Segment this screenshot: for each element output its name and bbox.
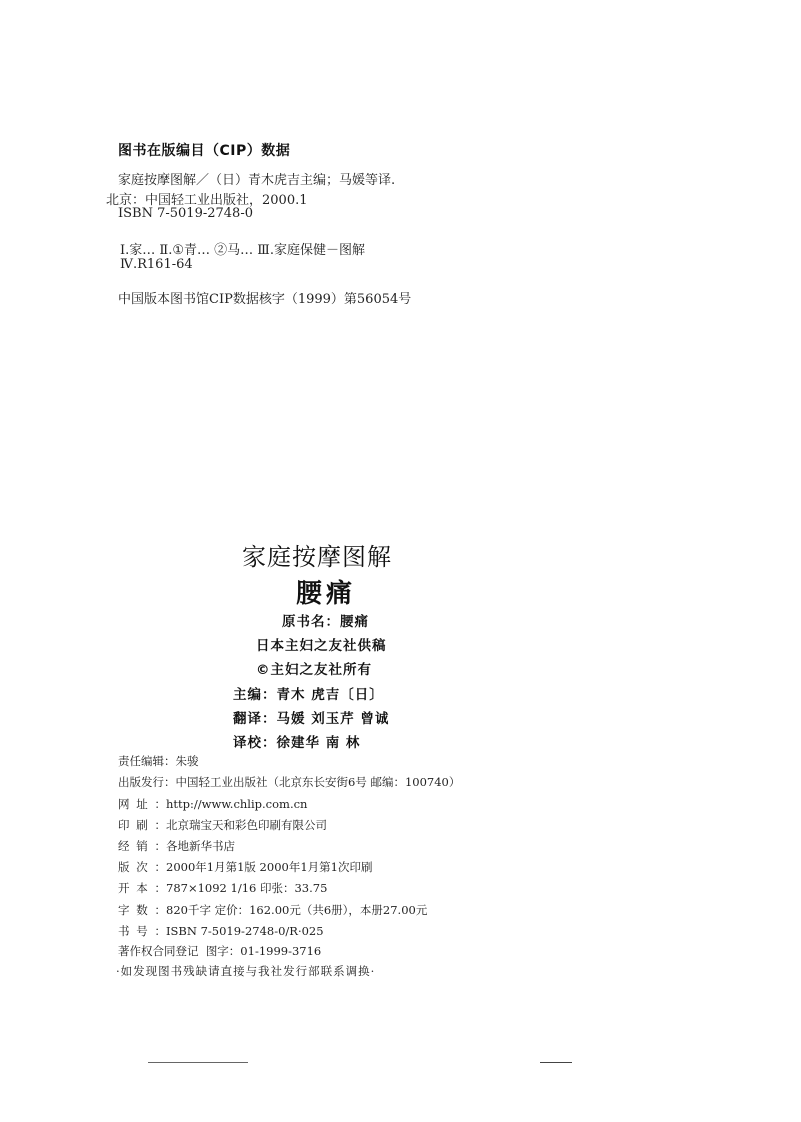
cip-line-record-number: 中国版本图书馆CIP数据核字（1999）第56054号 — [118, 292, 412, 307]
imprint-row-printer — [118, 817, 327, 833]
imprint-value: 图字：01-1999-3716 — [205, 944, 322, 958]
imprint-value: ISBN 7-5019-2748-0/R·025 — [166, 924, 324, 938]
imprint-row-format — [118, 880, 327, 896]
imprint-value: 787×1092 1/16 印张：33.75 — [166, 881, 328, 895]
imprint-label: 印刷： — [118, 818, 166, 832]
imprint-label: 开本： — [118, 881, 166, 895]
imprint-row-edition — [118, 859, 372, 875]
copyright-line: ©主妇之友社所有 — [256, 662, 372, 678]
imprint-row-website — [118, 796, 307, 812]
imprint-row-copyright-registration — [118, 943, 321, 959]
imprint-value: 中国轻工业出版社（北京东长安街6号 邮编：100740） — [175, 775, 461, 789]
imprint-label: 网址： — [118, 797, 166, 811]
imprint-row-wordcount-price — [118, 902, 427, 918]
translators-line: 翻译：马媛 刘玉芹 曾诚 — [233, 711, 390, 727]
cip-line-publisher: 北京：中国轻工业出版社，2000.1 — [106, 193, 308, 208]
imprint-row-editor — [118, 753, 199, 769]
imprint-label: 责任编辑： — [118, 754, 176, 768]
imprint-row-book-number — [118, 923, 324, 939]
imprint-row-distributor — [118, 838, 235, 854]
imprint-value: 朱骏 — [175, 754, 199, 768]
imprint-label: 字数： — [118, 903, 166, 917]
supplier-line: 日本主妇之友社供稿 — [256, 638, 387, 654]
imprint-value: 820千字 定价：162.00元（共6册），本册27.00元 — [166, 903, 428, 917]
book-title: 家庭按摩图解 — [242, 543, 392, 571]
imprint-label: 书号： — [118, 924, 166, 938]
cip-line-isbn: ISBN 7-5019-2748-0 — [118, 206, 253, 221]
cip-line-title: 家庭按摩图解／（日）青木虎吉主编；马媛等译. — [118, 173, 396, 188]
imprint-label: 版次： — [118, 860, 166, 874]
cip-line-classification: Ⅳ.R161-64 — [120, 257, 193, 272]
imprint-value: 2000年1月第1版 2000年1月第1次印刷 — [166, 860, 373, 874]
imprint-value: 北京瑞宝天和彩色印刷有限公司 — [166, 818, 327, 832]
scan-artifact-line — [148, 1062, 248, 1063]
cip-line-subjects: Ⅰ.家… Ⅱ.①青… ②马… Ⅲ.家庭保健－图解 — [120, 243, 365, 258]
imprint-label: 出版发行： — [118, 775, 176, 789]
cip-heading: 图书在版编目（CIP）数据 — [118, 143, 291, 159]
imprint-label: 经销： — [118, 839, 166, 853]
editor-line: 主编：青木 虎吉〔日〕 — [233, 687, 384, 703]
imprint-row-publisher — [118, 774, 460, 790]
scan-artifact-line — [540, 1062, 572, 1063]
replacement-note: ·如发现图书残缺请直接与我社发行部联系调换· — [116, 964, 376, 978]
imprint-value: 各地新华书店 — [166, 839, 235, 853]
imprint-value: http://www.chlip.com.cn — [166, 797, 308, 811]
proofreader-line: 译校：徐建华 南 林 — [233, 735, 361, 751]
original-title: 原书名：腰痛 — [282, 614, 369, 630]
book-subtitle: 腰痛 — [296, 579, 357, 609]
imprint-label: 著作权合同登记 — [118, 944, 199, 958]
